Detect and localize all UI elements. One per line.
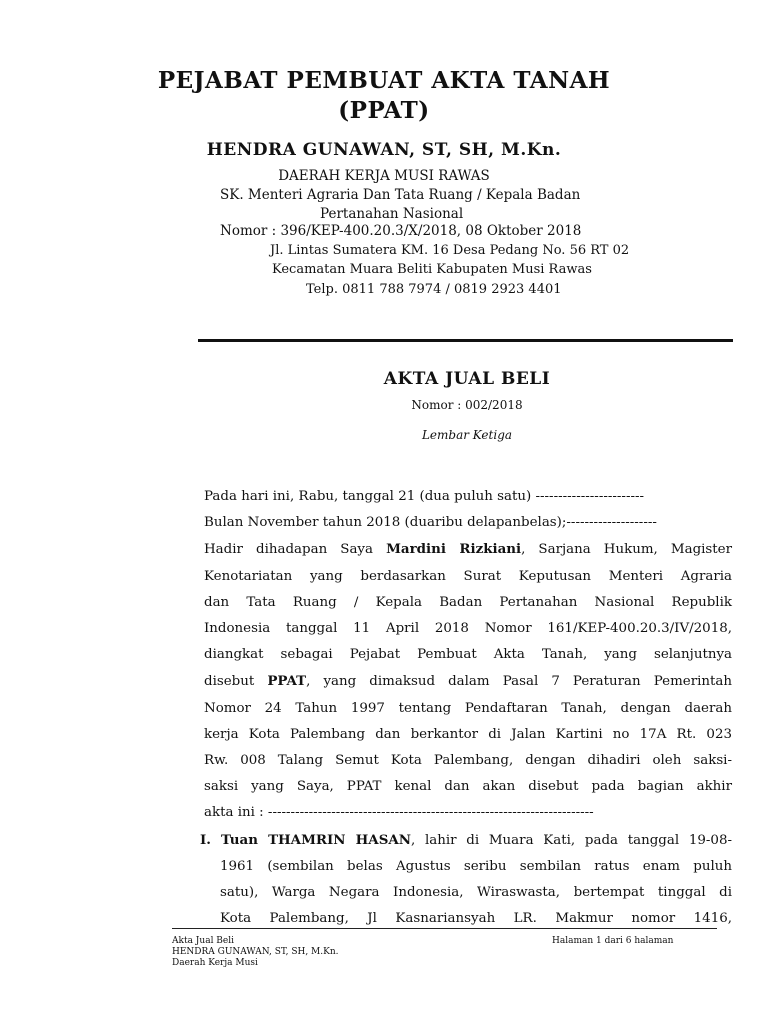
party-item-line: satu), Warga Negara Indonesia, Wiraswasta, bertempat tinggal di [220, 885, 732, 901]
phone-line: Telp. 0811 788 7974 / 0819 2923 4401 [306, 282, 562, 297]
party-item-line [200, 827, 732, 854]
header-divider [198, 339, 733, 342]
body-line [204, 668, 732, 695]
body-line [204, 536, 732, 563]
footer-official-name: HENDRA GUNAWAN, ST, SH, M.Kn. [172, 947, 339, 957]
body-text: , Sarjana Hukum, Magister [521, 542, 733, 558]
party-name: I. Tuan THAMRIN HASAN [200, 831, 411, 848]
region-line: DAERAH KERJA MUSI RAWAS [278, 168, 490, 184]
decree-number: Nomor : 396/KEP-400.20.3/X/2018, 08 Oktober 2018 [220, 223, 582, 239]
body-line: Kenotariatan yang berdasarkan Surat Keputusan Menteri Agraria [204, 568, 732, 584]
footer-divider [172, 928, 717, 929]
body-line: Nomor 24 Tahun 1997 tentang Pendaftaran Tanah, dengan daerah [204, 700, 732, 716]
deed-body [200, 484, 733, 932]
party-item-line: 1961 (sembilan belas Agustus seribu sembilan ratus enam puluh [220, 858, 732, 874]
address-line-1: Jl. Lintas Sumatera KM. 16 Desa Pedang No. 56 RT 02 [270, 243, 630, 258]
official-name: HENDRA GUNAWAN, ST, SH, M.Kn. [206, 140, 562, 160]
body-line: saksi yang Saya, PPAT kenal dan akan disebut pada bagian akhir [204, 779, 732, 795]
page-footer [172, 936, 717, 969]
body-line: Pada hari ini, Rabu, tanggal 21 (dua puluh satu) ------------------------ [204, 489, 645, 504]
party-item-line: Kota Palembang, Jl Kasnariansyah LR. Makmur nomor 1416, [220, 911, 732, 927]
body-line: diangkat sebagai Pejabat Pembuat Akta Tanah, yang selanjutnya [204, 647, 732, 663]
footer-doc-title: Akta Jual Beli [172, 936, 235, 946]
title-line-2: (PPAT) [338, 97, 430, 124]
footer-page-number: Halaman 1 dari 6 halaman [552, 936, 674, 946]
body-text: disebut [204, 674, 268, 690]
body-text: , lahir di Muara Kati, pada tanggal 19-08- [411, 832, 732, 848]
body-line: Indonesia tanggal 11 April 2018 Nomor 161/KEP-400.20.3/IV/2018, [204, 621, 732, 637]
decree-line-1: SK. Menteri Agraria Dan Tata Ruang / Kepala Badan [220, 187, 581, 203]
ppat-abbrev: PPAT [267, 673, 307, 690]
deed-sheet: Lembar Ketiga [421, 428, 513, 442]
body-line: Rw. 008 Talang Semut Kota Palembang, dengan dihadiri oleh saksi- [204, 753, 732, 769]
deed-title: AKTA JUAL BELI [383, 369, 551, 389]
deed-number: Nomor : 002/2018 [411, 398, 523, 412]
address-line-2: Kecamatan Muara Beliti Kabupaten Musi Rawas [272, 262, 592, 277]
body-text: , yang dimaksud dalam Pasal 7 Peraturan Pemerintah [306, 674, 732, 690]
ppat-name: Mardini Rizkiani [386, 541, 522, 558]
body-line: kerja Kota Palembang dan berkantor di Jalan Kartini no 17A Rt. 023 [204, 726, 732, 742]
body-line: dan Tata Ruang / Kepala Badan Pertanahan Nasional Republik [204, 594, 732, 610]
body-text: Hadir dihadapan Saya [204, 542, 387, 558]
body-line: akta ini : ------------------------------------------------------------------------ [204, 805, 594, 821]
title-line-1: PEJABAT PEMBUAT AKTA TANAH [157, 67, 611, 94]
footer-region: Daerah Kerja Musi [172, 958, 258, 968]
decree-line-2: Pertanahan Nasional [320, 206, 464, 222]
body-line: Bulan November tahun 2018 (duaribu delapanbelas);-------------------- [204, 515, 657, 531]
